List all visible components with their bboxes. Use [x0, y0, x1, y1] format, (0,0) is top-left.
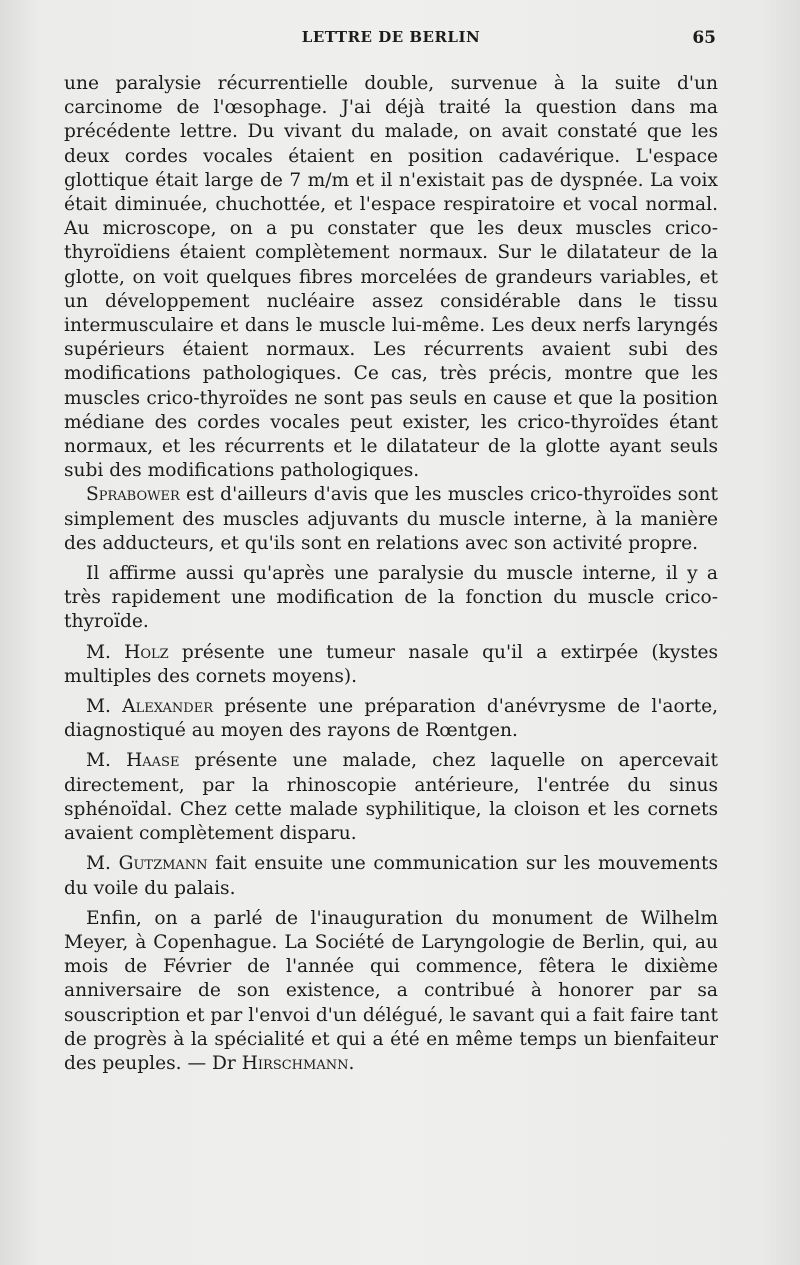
paragraph-affirmation: Il affirme aussi qu'après une paralysie du muscle interne, il y a très rapidement une modification de la fonction du muscle crico-thyroïde. — [64, 563, 718, 633]
paragraph-text: est d'ailleurs d'avis que les muscles crico-thyroïdes sont simplement des muscles adjuvants du muscle interne, à la manière des adducteurs, et qu'ils sont en relations avec son activité propre. — [64, 484, 718, 554]
page-number: 65 — [692, 28, 716, 48]
paragraph-alexander — [64, 695, 718, 743]
honorific: M. — [86, 696, 123, 718]
paragraph-text: présente une tumeur nasale qu'il a extirpée (kystes multiples des cornets moyens). — [64, 641, 718, 687]
paragraph-text: Enfin, on a parlé de l'inauguration du monument de Wilhelm Meyer, à Copenhague. La Société de Laryngologie de Berlin, qui, au mois de Février de l'année qui commence, fêtera le dixième anniversaire de son existence, a contribué à honorer par sa souscription et par l'envoi d'un délégué, le savant qui a fait faire tant de progrès à la spécialité et qui a été en même temps un bienfaiteur des peuples. — — [64, 907, 718, 1074]
author-name: Sprabower — [86, 484, 180, 506]
paragraph-text: présente une malade, chez laquelle on apercevait directement, par la rhinoscopie antérieure, l'entrée du sinus sphénoïdal. Chez cette malade syphilitique, la cloison et les cornets avaient complètement disparu. — [64, 750, 718, 845]
paragraph-text: présente une préparation d'anévrysme de l'aorte, diagnostiqué au moyen des rayons de Rœntgen. — [64, 696, 718, 742]
paragraph-holz — [64, 641, 718, 689]
author-name: Alexander — [122, 696, 213, 718]
paragraph-haase — [64, 749, 718, 846]
paragraph-sprabower — [64, 483, 718, 556]
paragraph-continuation: une paralysie récurrentielle double, survenue à la suite d'un carcinome de l'œsophage. J'ai déjà traité la question dans ma précédente lettre. Du vivant du malade, on avait constaté que les deux cordes vocales étaient en position cadavérique. L'espace glottique était large de 7 m/m et il n'existait pas de dyspnée. La voix était diminuée, chuchottée, et l'espace respiratoire et vocal normal. Au microscope, on a pu constater que les deux muscles crico-thyroïdiens étaient complètement normaux. Sur le dilatateur de la glotte, on voit quelques fibres morcelées de grandeurs variables, et un développement nucléaire assez considérable dans le tissu intermusculaire et dans le muscle lui-même. Les deux nerfs laryngés supérieurs étaient normaux. Les récurrents avaient subi des modifications pathologiques. Ce cas, très précis, montre que les muscles crico-thyroïdes ne sont pas seuls en cause et que la position médiane des cordes vocales peut exister, les crico-thyroïdes étant normaux, et les récurrents et le dilatateur de la glotte ayant seuls subi des modifications pathologiques. — [64, 73, 718, 482]
signature-name: Hirschmann. — [241, 1052, 355, 1074]
paragraph-text: fait ensuite une communication sur les mouvements du voile du palais. — [64, 853, 718, 899]
author-name: Holz — [124, 641, 169, 663]
honorific: M. — [86, 641, 125, 663]
honorific: M. — [86, 853, 119, 875]
honorific: M. — [86, 750, 127, 772]
signature-title: Dr — [211, 1052, 242, 1074]
page-body — [64, 72, 718, 1082]
author-name: Haase — [126, 750, 180, 772]
author-name: Gutzmann — [118, 853, 208, 875]
page-header — [66, 28, 716, 54]
paragraph-gutzmann — [64, 852, 718, 900]
paragraph-conclusion — [64, 907, 718, 1076]
running-title: LETTRE DE BERLIN — [301, 28, 481, 46]
